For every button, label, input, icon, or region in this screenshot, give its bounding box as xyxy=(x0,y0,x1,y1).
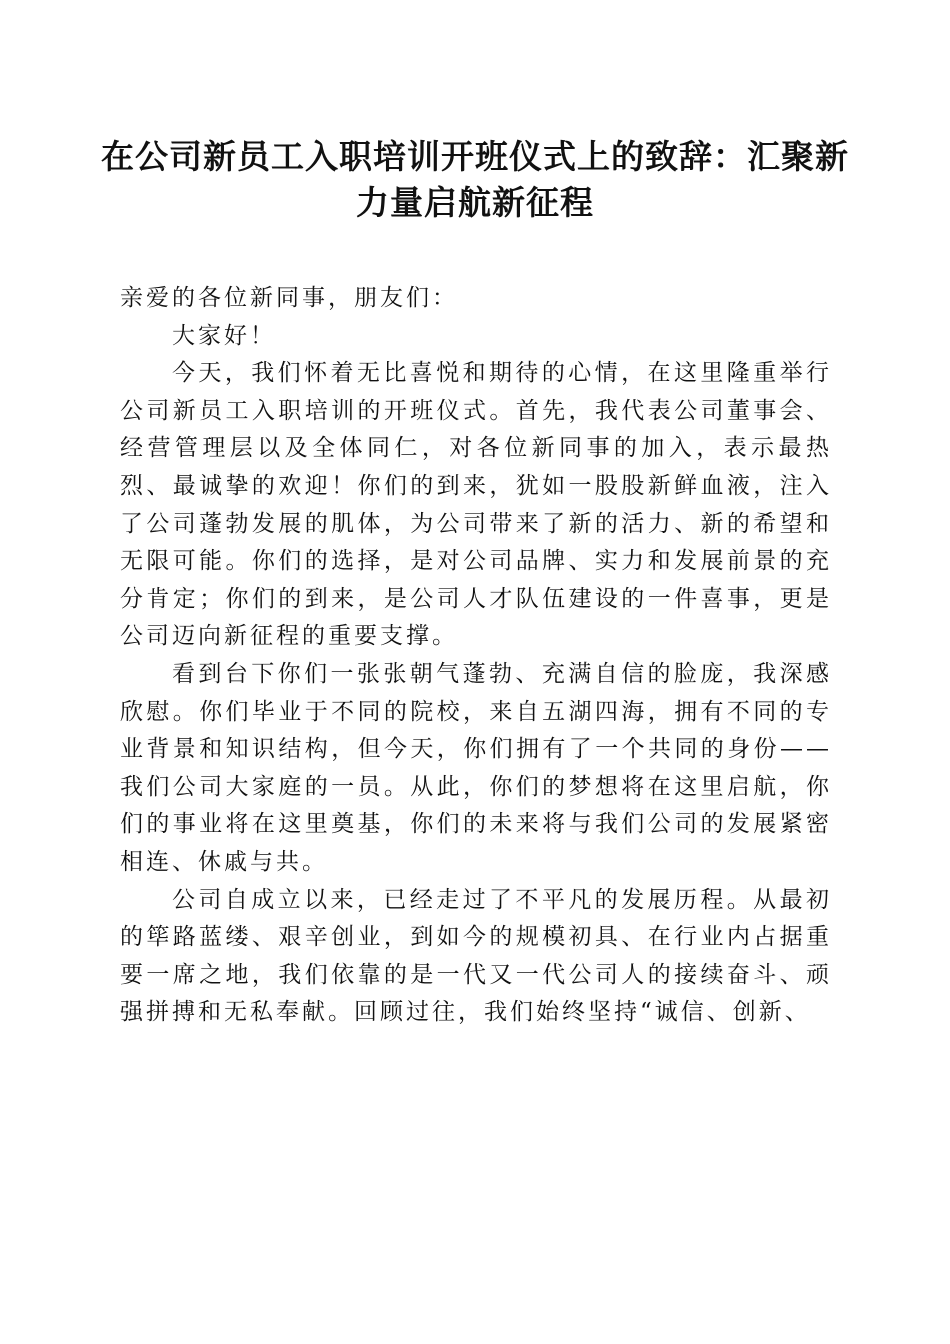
salutation: 亲爱的各位新同事，朋友们： xyxy=(120,285,458,311)
paragraph-new-members: 看到台下你们一张张朝气蓬勃、充满自信的脸庞，我深感欣慰。你们毕业于不同的院校，来自五湖四海，拥有不同的专业背景和知识结构，但今天，你们拥有了一个共同的身份——我们公司大家庭的一员。从此，你们的梦想将在这里启航，你们的事业将在这里奠基，你们的未来将与我们公司的发展紧密相连、休戚与共。 xyxy=(120,660,832,875)
greeting: 大家好！ xyxy=(172,322,276,349)
document-title: 在公司新员工入职培训开班仪式上的致辞：汇聚新力量启航新征程 xyxy=(101,137,849,222)
paragraph-welcome: 今天，我们怀着无比喜悦和期待的心情，在这里隆重举行公司新员工入职培训的开班仪式。首先，我代表公司董事会、经营管理层以及全体同仁，对各位新同事的加入，表示最热烈、最诚挚的欢迎！你们的到来，犹如一股股新鲜血液，注入了公司蓬勃发展的肌体，为公司带来了新的活力、新的希望和无限可能。你们的选择，是对公司品牌、实力和发展前景的充分肯定；你们的到来，是公司人才队伍建设的一件喜事，更是公司迈向新征程的重要支撑。 xyxy=(120,360,832,650)
paragraph-company-history: 公司自成立以来，已经走过了不平凡的发展历程。从最初的筚路蓝缕、艰辛创业，到如今的规模初具、在行业内占据重要一席之地，我们依靠的是一代又一代公司人的接续奋斗、顽强拼搏和无私奉献。回顾过往，我们始终坚持“诚信、创新、 xyxy=(120,886,832,1026)
document-body xyxy=(120,280,832,1032)
